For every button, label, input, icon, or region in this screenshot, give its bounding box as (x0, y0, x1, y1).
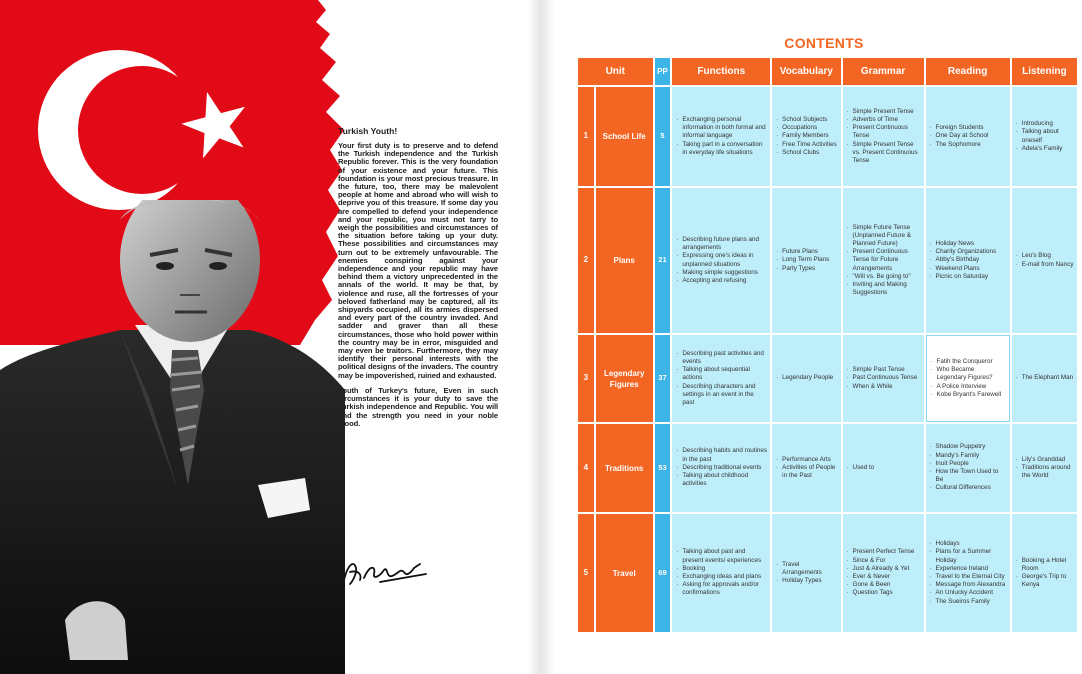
unit-page-number: 21 (655, 188, 671, 333)
vocabulary-item: · Family Members (775, 132, 837, 140)
header-pp: PP (655, 58, 671, 85)
address-title: Turkish Youth! (338, 126, 398, 136)
unit-row (578, 87, 1077, 186)
address-paragraph-2: Youth of Turkey's future, Even in such circumstances it is your duty to save the Turkish independence and Republic. You will find the strength you need in your noble blood. (338, 385, 498, 428)
reading-cell (926, 87, 1010, 186)
reading-item: · The Sophomore (929, 141, 1007, 149)
functions-item: · Expressing one's ideas in unplanned situations (675, 252, 767, 268)
vocabulary-list (775, 116, 837, 157)
unit-name: Travel (596, 514, 653, 632)
grammar-cell (843, 87, 924, 186)
unit-page-number: 69 (655, 514, 671, 632)
reading-cell (926, 514, 1010, 632)
unit-name: Traditions (596, 424, 653, 512)
grammar-item: · Inviting and Making Suggestions (846, 281, 921, 297)
grammar-item: · When & While (846, 383, 921, 391)
functions-item: · Describing traditional events (675, 464, 767, 472)
reading-list (929, 240, 1007, 281)
vocabulary-item: · School Subjects (775, 116, 837, 124)
unit-row (578, 335, 1077, 422)
grammar-item: · Question Tags (846, 589, 921, 597)
vocabulary-cell (772, 424, 840, 512)
grammar-item: · Adverbs of Time (846, 116, 921, 124)
grammar-item: · Ever & Never (846, 573, 921, 581)
grammar-item: · "Will vs. Be going to" (846, 273, 921, 281)
functions-item: · Booking (675, 565, 767, 573)
listening-cell (1012, 424, 1077, 512)
unit-number: 1 (578, 87, 594, 186)
reading-item: · Foreign Students (929, 124, 1007, 132)
header-row (578, 58, 1077, 85)
grammar-item: · Just & Already & Yet (846, 565, 921, 573)
header-vocabulary: Vocabulary (772, 58, 840, 85)
grammar-item: · Present Continuous Tense (846, 124, 921, 140)
grammar-list (846, 108, 921, 165)
listening-item: · Booking a Hotel Room (1015, 557, 1074, 573)
reading-cell (926, 188, 1010, 333)
grammar-item: · Present Perfect Tense (846, 548, 921, 556)
reading-item: · Experience Ireland (929, 565, 1007, 573)
listening-item: · Leo's Blog (1015, 252, 1074, 260)
functions-item: · Exchanging ideas and plans (675, 573, 767, 581)
functions-item: · Asking for approvals and/or confirmations (675, 581, 767, 597)
reading-item: · Who Became Legendary Figures? (930, 366, 1006, 382)
functions-list (675, 548, 767, 597)
listening-cell (1012, 87, 1077, 186)
functions-item: · Describing past activities and events (675, 350, 767, 366)
grammar-cell (843, 188, 924, 333)
reading-list (929, 540, 1007, 606)
grammar-item: · Past Continuous Tense (846, 374, 921, 382)
vocabulary-list (775, 374, 837, 382)
vocabulary-item: · Holiday Types (775, 577, 837, 585)
vocabulary-item: · Future Plans (775, 248, 837, 256)
listening-item: · Lily's Granddad (1015, 456, 1074, 464)
vocabulary-item: · Travel Arrangements (775, 561, 837, 577)
functions-item: · Talking about childhood activities (675, 472, 767, 488)
grammar-cell (843, 335, 924, 422)
vocabulary-item: · Legendary People (775, 374, 837, 382)
unit-name: Legendary Figures (596, 335, 653, 422)
reading-list (929, 443, 1007, 492)
reading-item: · Mandy's Family (929, 452, 1007, 460)
grammar-item: · Present Continuous Tense for Future Arrangements (846, 248, 921, 273)
crescent-inner (78, 66, 206, 194)
unit-name: School Life (596, 87, 653, 186)
reading-item: · Picnic on Saturday (929, 273, 1007, 281)
reading-item: · One Day at School (929, 132, 1007, 140)
reading-item: · Plans for a Summer Holiday (929, 548, 1007, 564)
listening-item: · Adela's Family (1015, 145, 1074, 153)
functions-item: · Talking about past and present events/ experiences (675, 548, 767, 564)
vocabulary-item: · Performance Arts (775, 456, 837, 464)
vocabulary-list (775, 561, 837, 586)
reading-item: · Cultural Differences (929, 484, 1007, 492)
header-reading: Reading (926, 58, 1010, 85)
reading-item: · A Police Interview (930, 383, 1006, 391)
listening-list (1015, 252, 1074, 268)
header-unit: Unit (578, 58, 653, 85)
reading-item: · Message from Alexandra (929, 581, 1007, 589)
header-grammar: Grammar (843, 58, 924, 85)
grammar-item: · Since & For (846, 557, 921, 565)
functions-list (675, 116, 767, 157)
listening-cell (1012, 188, 1077, 333)
reading-item: · Abby's Birthday (929, 256, 1007, 264)
page-gutter (528, 0, 554, 674)
reading-item: · Kobe Bryant's Farewell (930, 391, 1006, 399)
functions-item: · Making simple suggestions (675, 269, 767, 277)
functions-cell (672, 87, 770, 186)
vocabulary-cell (772, 335, 840, 422)
grammar-list (846, 548, 921, 597)
unit-row (578, 188, 1077, 333)
grammar-item: · Used to (846, 464, 921, 472)
reading-list (930, 358, 1006, 399)
functions-item: · Describing habits and routines in the past (675, 447, 767, 463)
right-page (554, 0, 1082, 674)
grammar-item: · Simple Present Tense vs. Present Continuous Tense (846, 141, 921, 166)
vocabulary-cell (772, 87, 840, 186)
reading-item: · Holiday News (929, 240, 1007, 248)
listening-list (1015, 557, 1074, 590)
signature-image (340, 554, 430, 588)
vocabulary-item: · School Clubs (775, 149, 837, 157)
listening-item: · E-mail from Nancy (1015, 261, 1074, 269)
functions-list (675, 350, 767, 407)
functions-cell (672, 188, 770, 333)
unit-number: 2 (578, 188, 594, 333)
functions-item: · Describing future plans and arrangements (675, 236, 767, 252)
functions-item: · Taking part in a conversation in everyday life situations (675, 141, 767, 157)
listening-cell (1012, 335, 1077, 422)
reading-cell (926, 335, 1010, 422)
unit-page-number: 53 (655, 424, 671, 512)
functions-item: · Talking about sequential actions (675, 366, 767, 382)
vocabulary-item: · Long Term Plans (775, 256, 837, 264)
vocabulary-item: · Free Time Activities (775, 141, 837, 149)
functions-item: · Exchanging personal information in both formal and informal language (675, 116, 767, 141)
reading-list (929, 124, 1007, 149)
grammar-cell (843, 424, 924, 512)
reading-item: · Inuit People (929, 460, 1007, 468)
grammar-cell (843, 514, 924, 632)
grammar-list (846, 464, 921, 472)
reading-item: · Weekend Plans (929, 265, 1007, 273)
functions-cell (672, 424, 770, 512)
unit-name: Plans (596, 188, 653, 333)
header-listening: Listening (1012, 58, 1077, 85)
listening-item: · The Elephant Man (1015, 374, 1074, 382)
unit-page-number: 5 (655, 87, 671, 186)
contents-table (576, 56, 1079, 634)
listening-list (1015, 374, 1074, 382)
functions-list (675, 447, 767, 488)
grammar-item: · Simple Past Tense (846, 366, 921, 374)
grammar-item: · Simple Present Tense (846, 108, 921, 116)
vocabulary-item: · Party Types (775, 265, 837, 273)
reading-item: · An Unlucky Accident (929, 589, 1007, 597)
reading-item: · Charity Organizations (929, 248, 1007, 256)
vocabulary-list (775, 248, 837, 273)
unit-number: 5 (578, 514, 594, 632)
address-to-youth (338, 126, 498, 428)
vocabulary-cell (772, 188, 840, 333)
listening-list (1015, 456, 1074, 481)
listening-cell (1012, 514, 1077, 632)
unit-number: 3 (578, 335, 594, 422)
vocabulary-item: · Occupations (775, 124, 837, 132)
reading-item: · How the Town Used to Be (929, 468, 1007, 484)
contents-title: CONTENTS (784, 35, 864, 51)
listening-list (1015, 120, 1074, 153)
functions-list (675, 236, 767, 285)
reading-item: · Shadow Puppetry (929, 443, 1007, 451)
grammar-item: · Simple Future Tense (Unplanned Future & Planned Future) (846, 224, 921, 249)
unit-page-number: 37 (655, 335, 671, 422)
header-functions: Functions (672, 58, 770, 85)
reading-item: · The Sueiros Family (929, 598, 1007, 606)
listening-item: · George's Trip to Kenya (1015, 573, 1074, 589)
unit-row (578, 424, 1077, 512)
vocabulary-list (775, 456, 837, 481)
reading-item: · Travel to the Eternal City (929, 573, 1007, 581)
grammar-list (846, 224, 921, 298)
vocabulary-item: · Activities of People in the Past (775, 464, 837, 480)
unit-row (578, 514, 1077, 632)
listening-item: · Traditions around the World (1015, 464, 1074, 480)
functions-item: · Accepting and refusing (675, 277, 767, 285)
reading-item: · Holidays (929, 540, 1007, 548)
functions-item: · Describing characters and settings in an event in the past (675, 383, 767, 408)
unit-number: 4 (578, 424, 594, 512)
functions-cell (672, 335, 770, 422)
listening-item: · Introducing (1015, 120, 1074, 128)
functions-cell (672, 514, 770, 632)
grammar-item: · Gone & Been (846, 581, 921, 589)
vocabulary-cell (772, 514, 840, 632)
reading-cell (926, 424, 1010, 512)
grammar-list (846, 366, 921, 391)
address-paragraph-1: Your first duty is to preserve and to defend the Turkish independence and the Turkish Republic forever. This is the very foundation of your existence and your future. This foundation is your most precious treasure. In the future, too, there may be malevolent people at home and abroad who will wish to deprive you of this treasure. If some day you are compelled to defend your independence and your republic, you must not tarry to weigh the possibilities and circumstances of the situation before taking up your duty. These possibilities and circumstances may turn out to be extremely unfavourable. The enemies conspiring against your independence and your republic may have behind them a victory unprecedented in the annals of the world. It may be that, by violence and ruse, all the fortresses of your beloved fatherland may be captured, all its shipyards occupied, all its armies dispersed and every part of the country invaded. And sadder and graver than all these circumstances, those who hold power within the country may be in error, misguided and may even be traitors. Furthermore, they may identify their personal interests with the political designs of the invaders. The country may be impoverished, ruined and exhausted. (338, 141, 498, 380)
reading-item: · Fatih the Conqueror (930, 358, 1006, 366)
listening-item: · Talking about oneself (1015, 128, 1074, 144)
ataturk-portrait-image (0, 200, 345, 674)
